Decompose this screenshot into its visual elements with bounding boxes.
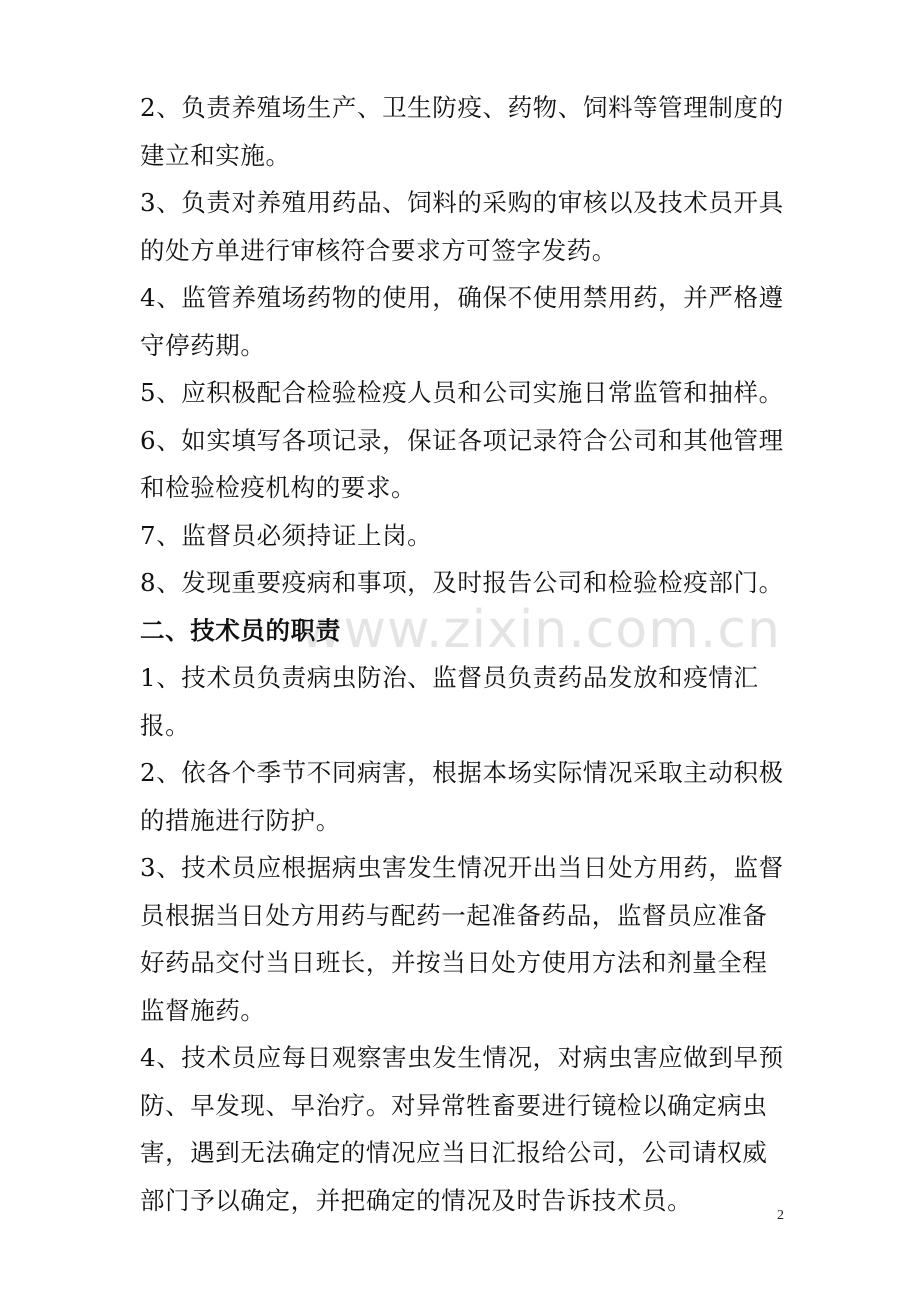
paragraph-4-duty: 4、监管养殖场药物的使用，确保不使用禁用药，并严格遵守停药期。 — [140, 283, 784, 360]
paragraph-7-duty: 7、监督员必须持证上岗。 — [140, 520, 433, 550]
paragraph-technician-2: 2、依各个季节不同病害，根据本场实际情况采取主动积极的措施进行防护。 — [140, 758, 784, 835]
paragraph-6-duty: 6、如实填写各项记录，保证各项记录符合公司和其他管理和检验检疫机构的要求。 — [140, 425, 784, 502]
document-body — [140, 84, 790, 1224]
paragraph-technician-3: 3、技术员应根据病虫害发生情况开出当日处方用药，监督员根据当日处方用药与配药一起准备药品，监督员应准备好药品交付当日班长，并按当日处方使用方法和剂量全程监督施药。 — [140, 853, 784, 1025]
paragraph-technician-4: 4、技术员应每日观察害虫发生情况，对病虫害应做到早预防、早发现、早治疗。对异常牲畜要进行镜检以确定病虫害，遇到无法确定的情况应当日汇报给公司，公司请权威部门予以确定，并把确定的情况及时告诉技术员。 — [140, 1043, 784, 1215]
paragraph-2-duty: 2、负责养殖场生产、卫生防疫、药物、饲料等管理制度的建立和实施。 — [140, 93, 784, 170]
section-heading-technician-duties: 二、技术员的职责 — [140, 615, 341, 645]
paragraph-8-duty: 8、发现重要疫病和事项，及时报告公司和检验检疫部门。 — [140, 568, 784, 597]
watermark-text: www.zixin.com.cn — [300, 600, 781, 660]
paragraph-3-duty: 3、负责对养殖用药品、饲料的采购的审核以及技术员开具的处方单进行审核符合要求方可签字发药。 — [140, 188, 784, 265]
page-number: 2 — [777, 1208, 784, 1223]
paragraph-5-duty: 5、应积极配合检验检疫人员和公司实施日常监管和抽样。 — [140, 378, 784, 407]
paragraph-technician-1: 1、技术员负责病虫防治、监督员负责药品发放和疫情汇报。 — [140, 663, 759, 740]
